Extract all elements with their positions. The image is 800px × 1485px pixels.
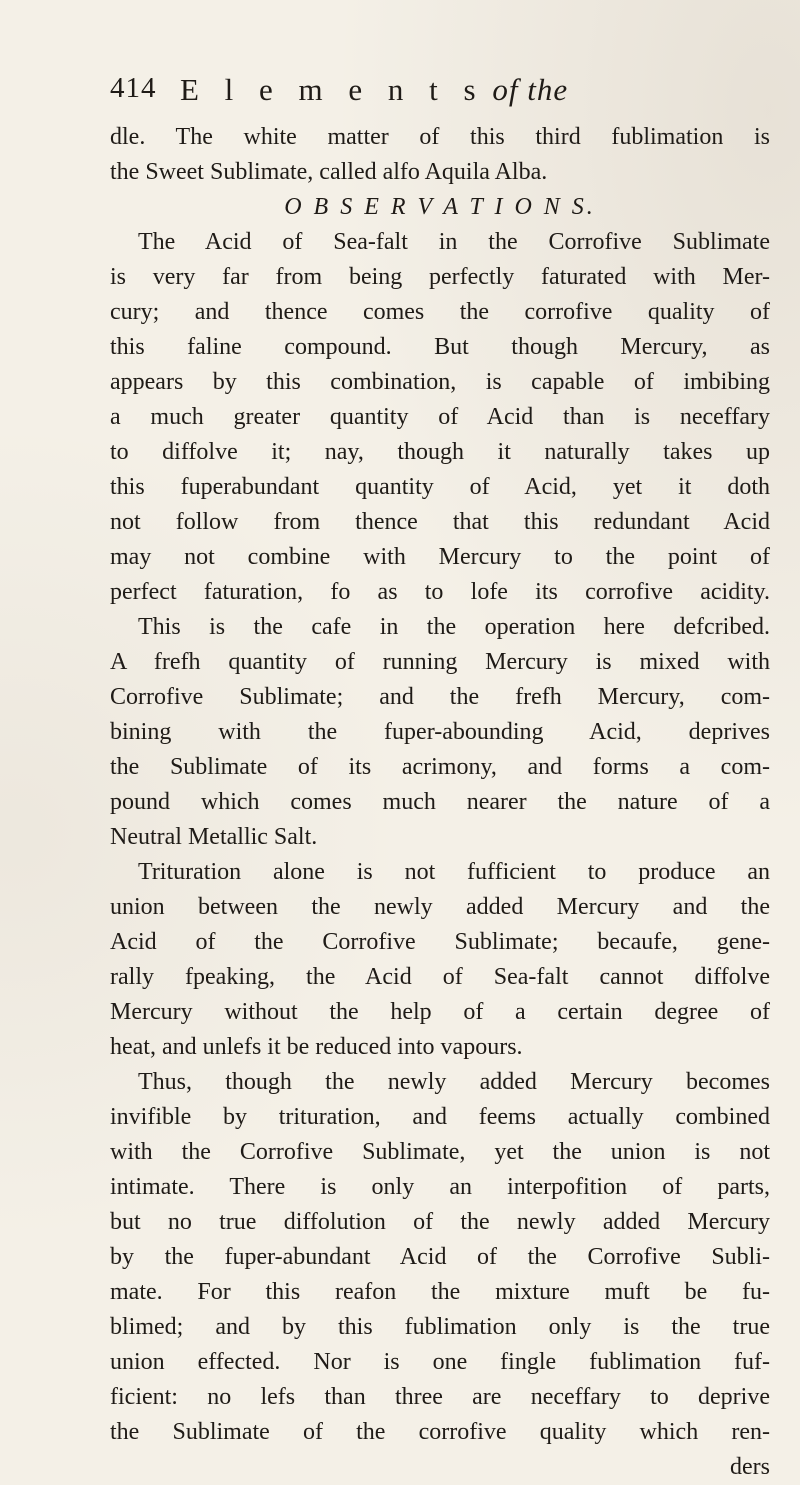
text-line: this faline compound. But though Mercury, as [110,334,770,360]
text-line: the Sweet Sublimate, called alfo Aquila Alba. [110,159,548,185]
body-text [110,120,770,1485]
text-line: This is the cafe in the operation here defcribed. [138,614,770,640]
text-line: mate. For this reafon the mixture muft be fu- [110,1279,770,1305]
text-line: intimate. There is only an interpofition of parts, [110,1174,770,1200]
text-line: appears by this combination, is capable of imbibing [110,369,770,395]
text-line: by the fuper-abundant Acid of the Corrofive Subli- [110,1244,770,1270]
text-line: with the Corrofive Sublimate, yet the union is not [110,1139,770,1165]
text-line: Thus, though the newly added Mercury becomes [138,1069,770,1095]
text-line: blimed; and by this fublimation only is the true [110,1314,770,1340]
text-line: union between the newly added Mercury and the [110,894,770,920]
text-line: perfect faturation, fo as to lofe its corrofive acidity. [110,579,770,605]
text-line: bining with the fuper-abounding Acid, deprives [110,719,770,745]
text-line: cury; and thence comes the corrofive quality of [110,299,770,325]
text-line: Mercury without the help of a certain degree of [110,999,770,1025]
text-line: but no true diffolution of the newly added Mercury [110,1209,770,1235]
text-line: union effected. Nor is one fingle fublimation fuf- [110,1349,770,1375]
text-line: may not combine with Mercury to the point of [110,544,770,570]
running-title-italic: of the [492,72,569,107]
text-line: the Sublimate of the corrofive quality which ren- [110,1419,770,1445]
text-line: Trituration alone is not fufficient to produce an [138,859,770,885]
text-line: Corrofive Sublimate; and the frefh Mercury, com- [110,684,770,710]
text-line: rally fpeaking, the Acid of Sea-falt cannot diffolve [110,964,770,990]
text-line: ficient: no lefs than three are neceffary to deprive [110,1384,770,1410]
catchword: ders [730,1454,770,1480]
text-line: dle. The white matter of this third fublimation is [110,124,770,150]
running-header [110,72,590,114]
text-line: the Sublimate of its acrimony, and forms a com- [110,754,770,780]
text-line: Neutral Metallic Salt. [110,824,318,850]
text-line: heat, and unlefs it be reduced into vapours. [110,1034,523,1060]
section-heading: O B S E R V A T I O N S. [284,194,596,220]
text-line: invifible by trituration, and feems actually combined [110,1104,770,1130]
text-line: to diffolve it; nay, though it naturally takes up [110,439,770,465]
text-line: not follow from thence that this redundant Acid [110,509,770,535]
text-line: Acid of the Corrofive Sublimate; becaufe, gene- [110,929,770,955]
running-title [180,72,568,108]
running-title-caps: E l e m e n t s [180,72,485,107]
text-line: pound which comes much nearer the nature of a [110,789,770,815]
text-line: this fuperabundant quantity of Acid, yet it doth [110,474,770,500]
text-line: A frefh quantity of running Mercury is mixed with [110,649,770,675]
text-line: a much greater quantity of Acid than is neceffary [110,404,770,430]
page-number: 414 [110,72,157,104]
text-line: The Acid of Sea-falt in the Corrofive Sublimate [138,229,770,255]
text-line: is very far from being perfectly faturated with Mer- [110,264,770,290]
